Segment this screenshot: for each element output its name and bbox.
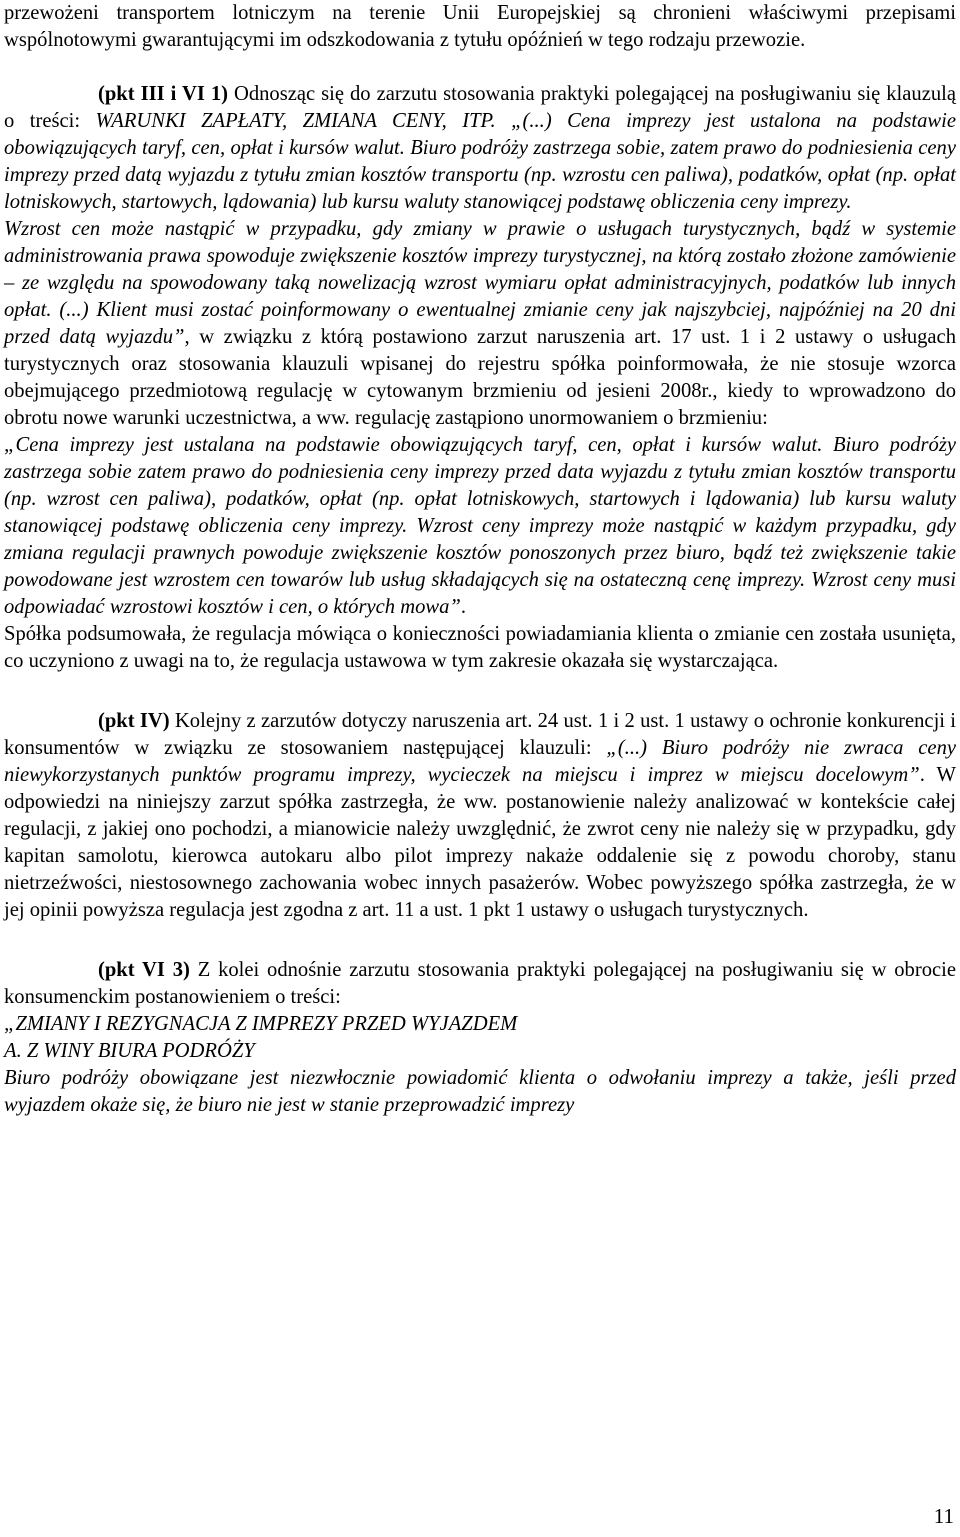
paragraph-label: (pkt IV) xyxy=(98,710,170,732)
paragraph-text: Z kolei odnośnie zarzutu stosowania praktyki polegającej na posługiwaniu się w obrocie konsumenckim postanowieniem o treści: xyxy=(4,959,956,1008)
paragraph-quoted-new-clause xyxy=(4,432,956,621)
quoted-heading: „ZMIANY I REZYGNACJA Z IMPREZY PRZED WYJAZDEM xyxy=(4,1013,518,1035)
quoted-clause: Biuro podróży obowiązane jest niezwłocznie powiadomić klienta o odwołaniu imprezy a także, jeśli przed wyjazdem okaże się, że biuro nie jest w stanie przeprowadzić imprezy xyxy=(4,1067,956,1116)
quoted-clause: „(...) Biuro podróży nie zwraca ceny niewykorzystanych punktów programu imprezy, wycieczek na miejscu i imprez w miejscu docelowym” xyxy=(4,737,957,786)
paragraph-pkt-iii-vi-1 xyxy=(4,81,956,216)
page-number: 11 xyxy=(933,1504,954,1528)
paragraph-pkt-iv xyxy=(4,708,956,924)
quoted-clause: Wzrost cen może nastąpić w przypadku, gdy zmiany w prawie o usługach turystycznych, bądź w systemie administrowania prawa spowoduje zwiększenie kosztów imprezy turystycznej, na którą zostało złożone zamówienie – ze względu na spowodowany taką nowelizacją wzrost wymiaru opłat administracyjnych, podatków lub innych opłat. (...) Klient musi zostać poinformowany o ewentualnej zmianie ceny jak najszybciej, najpóźniej na 20 dni przed datą wyjazdu” xyxy=(4,218,956,348)
paragraph-text: Kolejny z zarzutów dotyczy naruszenia art. 24 ust. 1 i 2 ust. 1 ustawy o ochronie konkurencji i konsumentów w związku ze stosowaniem następującej klauzuli: xyxy=(4,710,957,759)
paragraph-spacer xyxy=(4,54,956,81)
paragraph-text: , w związku z którą postawiono zarzut naruszenia art. 17 ust. 1 i 2 ustawy o usługach turystycznych oraz stosowania klauzuli wpisanej do rejestru spółka poinformowała, że nie stosuje wzorca obejmującego przedmiotową regulację w cytowanym brzmieniu od jesieni 2008r., kiedy to wprowadzono do obrotu nowe warunki uczestnictwa, a ww. regulację zastąpiono unormowaniem o brzmieniu: xyxy=(4,326,956,429)
paragraph-spacer xyxy=(4,924,956,957)
quoted-clause: WARUNKI ZAPŁATY, ZMIANA CENY, ITP. „(...) Cena imprezy jest ustalona na podstawie obowiązujących taryf, cen, opłat i kursów walut. Biuro podróży zastrzega sobie, zatem prawo do podniesienia ceny imprezy przed datą wyjazdu z tytułu zmian kosztów transportu (np. wzrostu cen paliwa), podatków, opłat (np. opłat lotniskowych, startowych, lądowania) lub kursu waluty stanowiącej podstawę obliczenia ceny imprezy. xyxy=(4,110,956,213)
quoted-clause-body xyxy=(4,1065,956,1119)
quoted-clause: „Cena imprezy jest ustalana na podstawie obowiązujących taryf, cen, opłat i kursów walut. Biuro podróży zastrzega sobie zatem prawo do podniesienia ceny imprezy przed data wyjazdu z tytułu zmian kosztów transportu (np. wzrost cen paliwa), podatków, opłat (np. opłat lotniskowych, startowych i lądowania) lub kursu waluty stanowiącej podstawę obliczenia ceny imprezy. Wzrost ceny imprezy może nastąpić w każdym przypadku, gdy zmiana regulacji prawnych powoduje zwiększenie kosztów ponoszonych przez biuro, bądź też zwiększenie takie powodowane jest wzrostem cen towarów lub usług składających się na ostateczną cenę imprezy. Wzrost ceny musi odpowiadać wzrostowi kosztów i cen, o których mowa” xyxy=(4,434,956,618)
paragraph-pkt-vi-3 xyxy=(4,957,956,1011)
paragraph-label: (pkt VI 3) xyxy=(98,959,190,981)
paragraph-intro: przewożeni transportem lotniczym na terenie Unii Europejskiej są chronieni właściwymi przepisami wspólnotowymi gwarantującymi im odszkodowania z tytułu opóźnień w tego rodzaju przewozie. xyxy=(4,2,956,51)
paragraph-summary: Spółka podsumowała, że regulacja mówiąca o konieczności powiadamiania klienta o zmianie cen została usunięta, co uczyniono z uwagi na to, że regulacja ustawowa w tym zakresie okazała się wystarczająca. xyxy=(4,623,956,672)
quoted-heading-line xyxy=(4,1011,956,1038)
paragraph-label: (pkt III i VI 1) xyxy=(98,83,228,105)
paragraph-text: . xyxy=(460,596,467,618)
paragraph-continuation xyxy=(4,216,956,432)
document-page xyxy=(4,0,956,1119)
quoted-subheading: A. Z WINY BIURA PODRÓŻY xyxy=(4,1040,255,1062)
paragraph-text: Odnosząc się do zarzutu stosowania praktyki polegającej na posługiwaniu się klauzulą o treści: xyxy=(4,83,956,132)
quoted-subheading-line xyxy=(4,1038,956,1065)
paragraph-spacer xyxy=(4,675,956,708)
paragraph-text: . W odpowiedzi na niniejszy zarzut spółka zastrzegła, że ww. postanowienie należy analizować w kontekście całej regulacji, z jakiej ono pochodzi, a mianowicie należy uwzględnić, że zwrot ceny nie należy się w przypadku, gdy kapitan samolotu, kierowca autokaru albo pilot imprezy nakaże oddalenie się z powodu choroby, stanu nietrzeźwości, niestosownego zachowania wobec innych pasażerów. Wobec powyższego spółka zastrzegła, że w jej opinii powyższa regulacja jest zgodna z art. 11 a ust. 1 pkt 1 ustawy o usługach turystycznych. xyxy=(4,764,956,921)
